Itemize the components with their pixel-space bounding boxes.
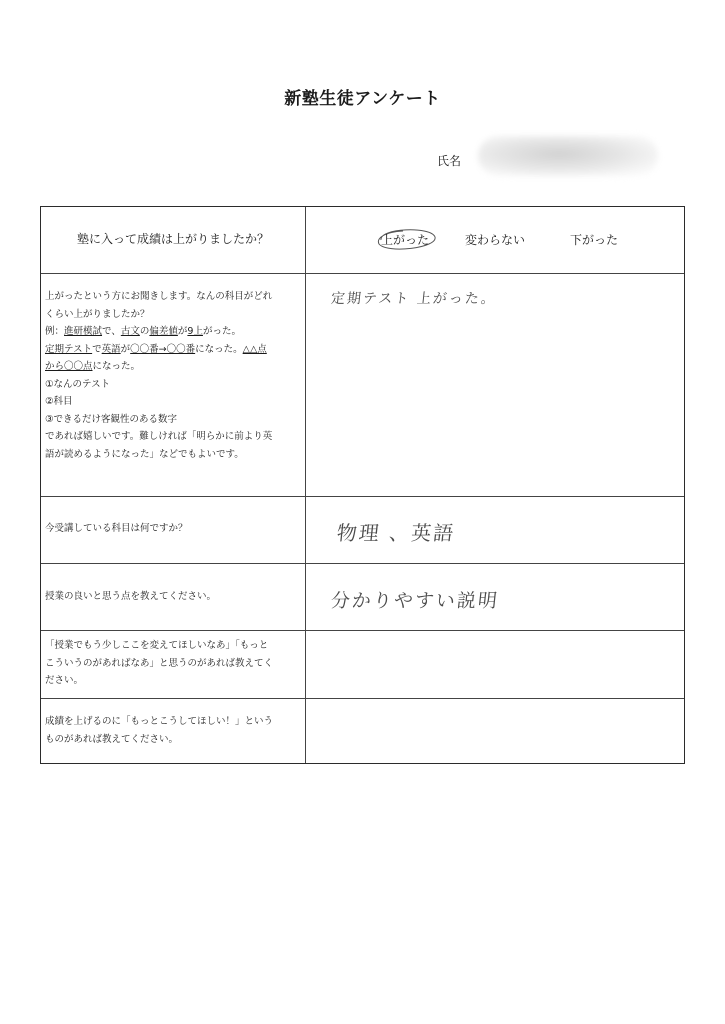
column-divider [305,274,306,496]
column-divider [305,699,306,763]
question-good-points: 授業の良いと思う点を教えてください。 [45,591,217,602]
option-improved[interactable]: 上がった [381,233,430,247]
list-item: ②科目 [45,396,73,407]
question-current-subjects: 今受講している科目は何ですか？ [45,523,188,534]
example-line: 例：進研模試で、古文の偏差値が9上がった。 [45,326,241,337]
row-grade-change [41,207,684,274]
option-unchanged[interactable]: 変わらない [465,233,526,247]
answer-current-subjects[interactable]: 物理 、英語 [335,521,457,545]
option-declined[interactable]: 下がった [570,233,619,247]
example-line: 定期テストで英語が〇〇番→〇〇番になった。△△点 [45,343,267,355]
row-improvement-detail [41,274,684,497]
column-divider [305,497,306,563]
survey-table [40,206,685,764]
column-divider [305,207,306,273]
question-line: こういうのがあればなあ」と思うのがあれば教えてく [45,657,274,669]
row-current-subjects [41,497,684,564]
page-title: 新塾生徒アンケート [284,89,441,109]
example-line: から〇〇点になった。 [45,361,141,372]
question-grade-change: 塾に入って成績は上がりましたか？ [76,232,269,246]
question-improvement-requests [45,637,301,690]
question-line: くらい上がりましたか？ [45,308,150,320]
column-divider [305,564,306,630]
question-line: 成績を上げるのに「もっとこうしてほしい！」という [45,716,274,727]
row-good-points [41,564,684,631]
question-line: 上がったという方にお聞きします。なんの科目がどれ [45,291,273,302]
list-item: ①なんのテスト [45,378,111,390]
question-line: ださい。 [45,675,84,686]
question-line: 語が読めるようになった」などでもよいです。 [45,448,244,460]
row-improvement-requests [41,631,684,699]
question-grade-requests [45,713,301,748]
column-divider [305,631,306,698]
answer-good-points[interactable]: 分かりやすい説明 [329,590,501,612]
question-line: ものがあれば教えてください。 [45,733,179,745]
question-improvement-detail [45,288,301,463]
question-line: であれば嬉しいです。難しければ「明らかに前より英 [45,431,273,442]
answer-improvement-detail[interactable]: 定期テスト 上がった。 [330,291,498,307]
list-item: ③できるだけ客観性のある数字 [45,413,178,425]
question-line: 「授業でもう少しここを変えてほしいなあ」「もっと [45,640,269,651]
name-field-redacted [478,136,658,176]
row-grade-requests [41,699,684,763]
name-label: 氏名 [437,154,462,168]
